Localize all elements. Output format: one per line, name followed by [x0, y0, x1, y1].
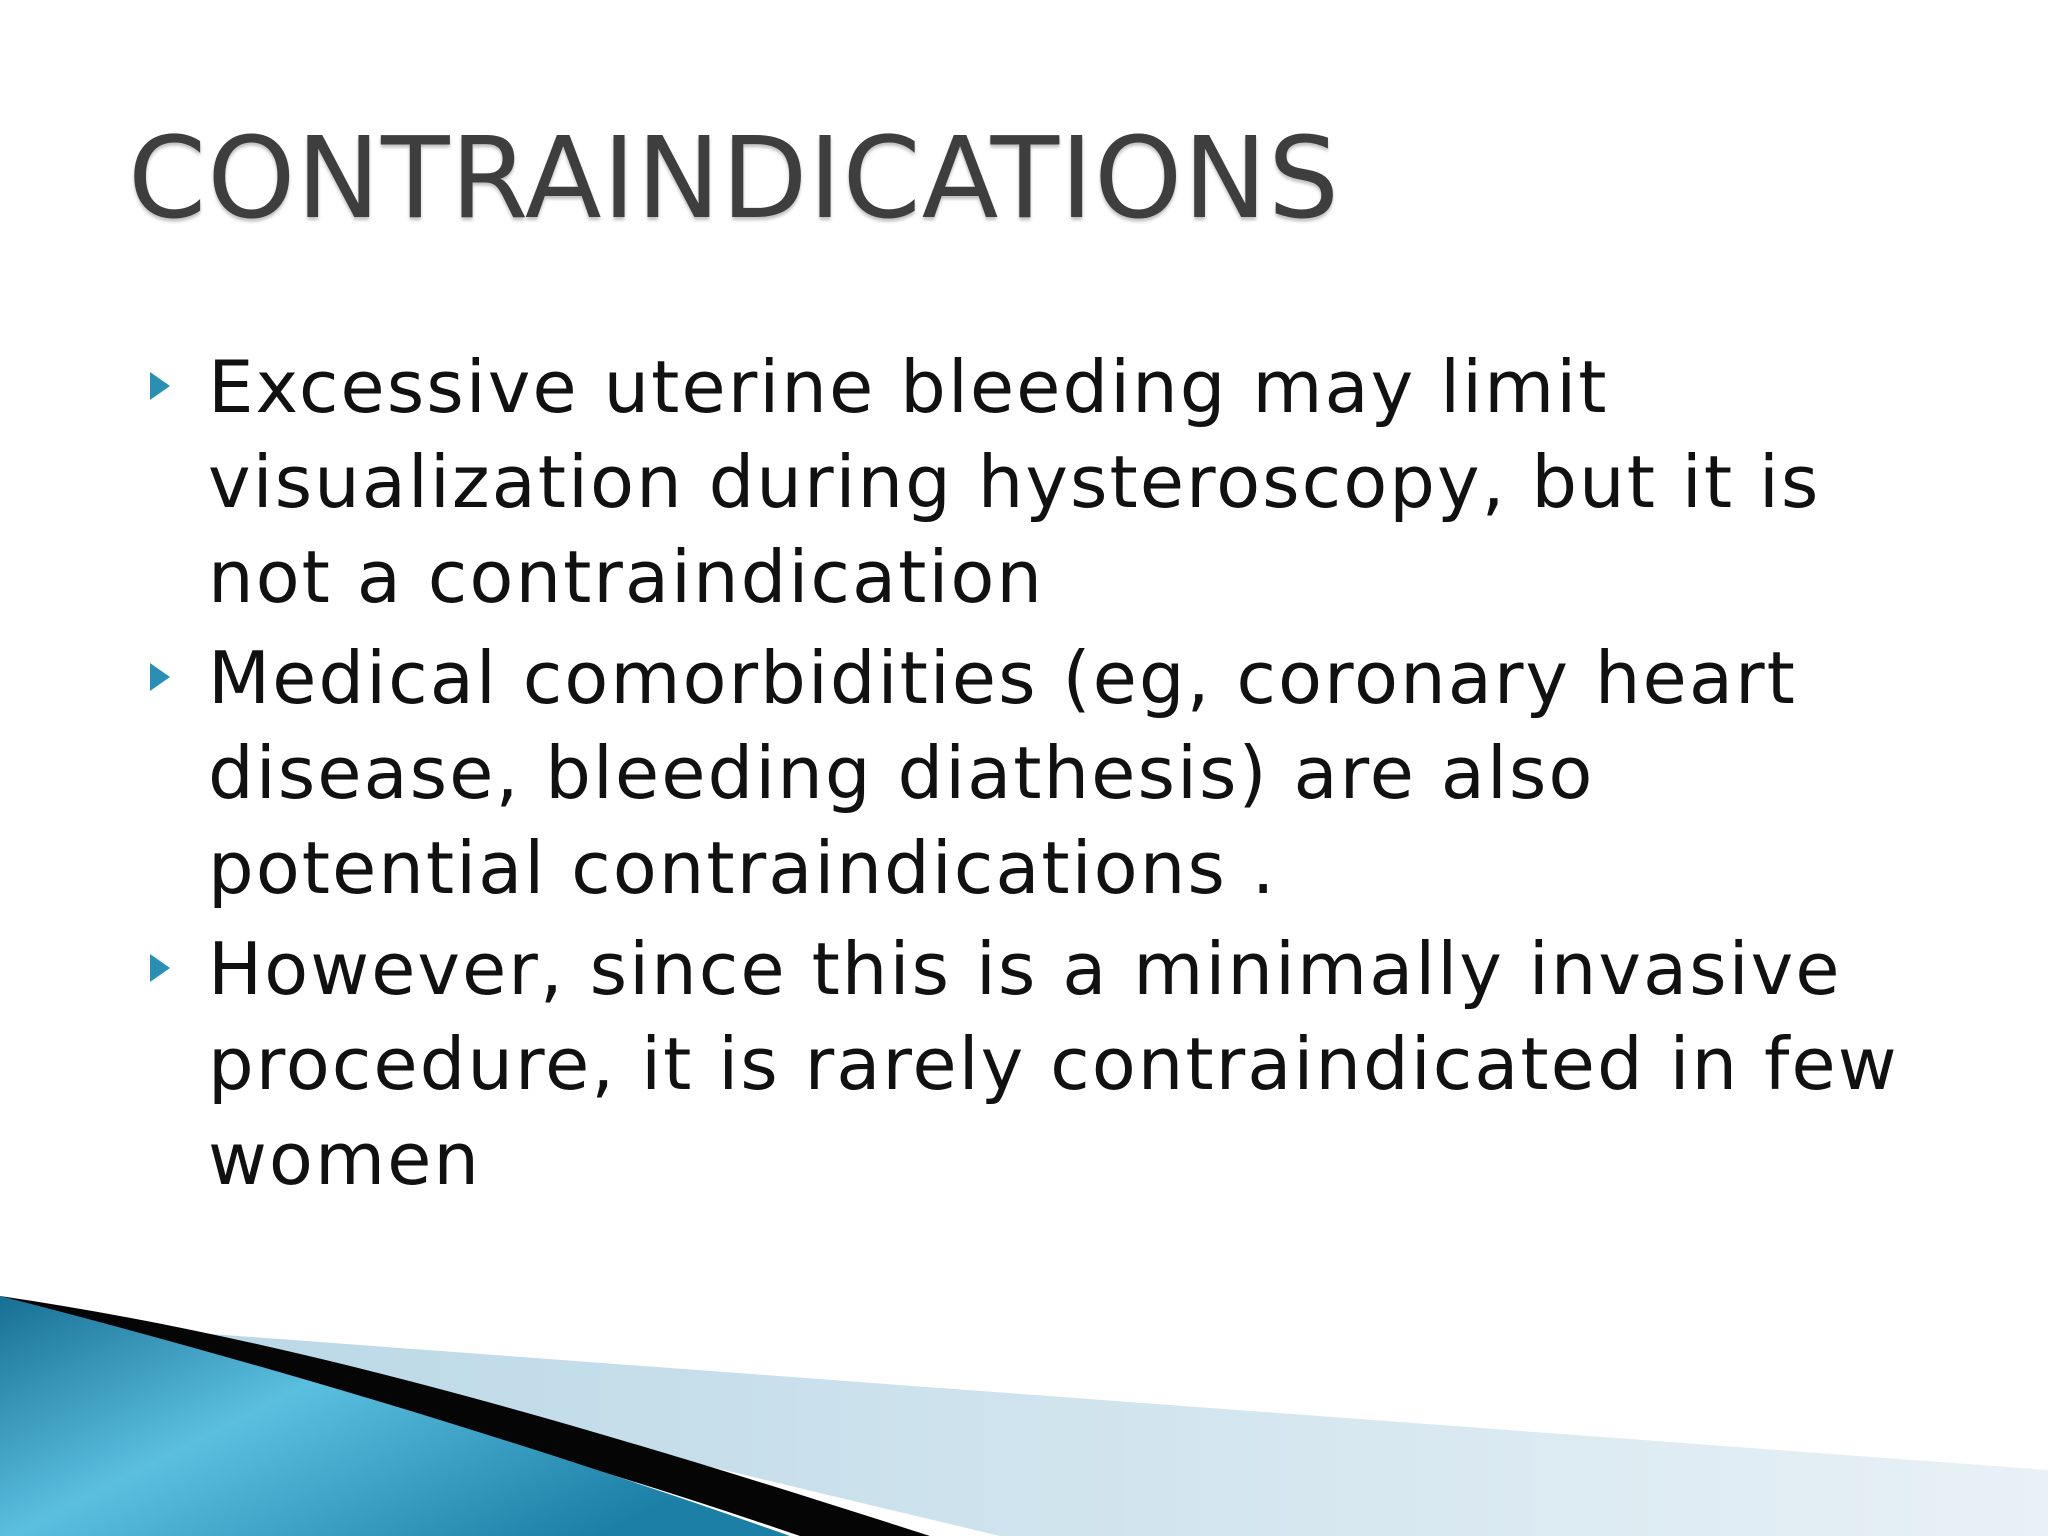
- bullet-item: [150, 922, 1950, 1207]
- bullet-item: [150, 340, 1950, 625]
- blue-swoosh: [0, 1296, 790, 1536]
- right-triangle-bullet-icon: [150, 954, 170, 982]
- light-swoosh: [130, 1328, 2048, 1536]
- bullet-list: [150, 340, 1950, 1213]
- bullet-text: Medical comorbidities (eg, coronary heart disease, bleeding diathesis) are also potential contraindications .: [208, 636, 1797, 910]
- dark-swoosh: [0, 1296, 930, 1536]
- slide-title: CONTRAINDICATIONS: [128, 114, 1341, 244]
- bullet-text: However, since this is a minimally invasive procedure, it is rarely contraindicated in few women: [208, 927, 1899, 1201]
- right-triangle-bullet-icon: [150, 372, 170, 400]
- right-triangle-bullet-icon: [150, 663, 170, 691]
- bullet-text: Excessive uterine bleeding may limit visualization during hysteroscopy, but it is not a contraindication: [208, 345, 1821, 619]
- bullet-item: [150, 631, 1950, 916]
